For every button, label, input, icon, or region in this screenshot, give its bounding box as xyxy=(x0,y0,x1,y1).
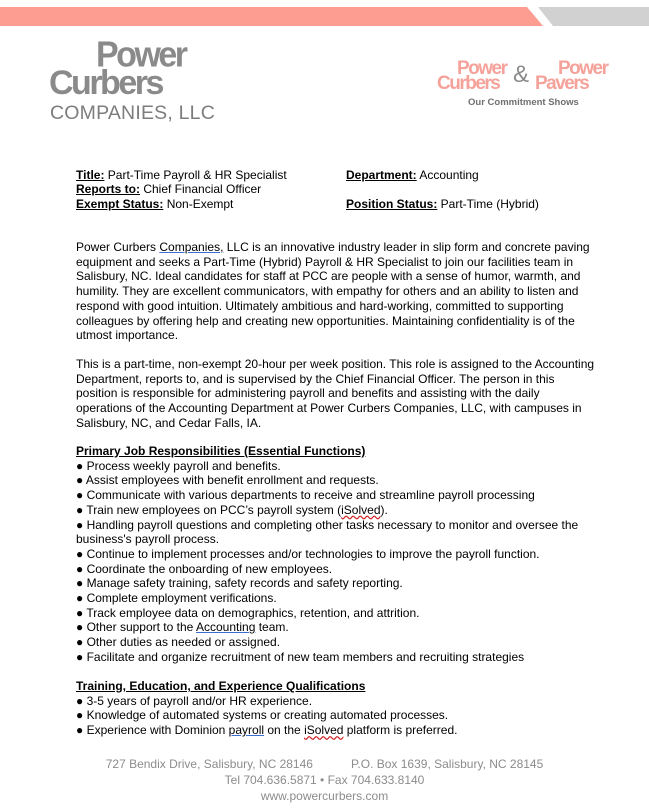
list-item-text: Experience with Dominion xyxy=(86,723,229,738)
footer-website-link[interactable]: www.powercurbers.com xyxy=(260,788,389,803)
list-item-text: Other support to the xyxy=(86,620,196,635)
logo-right-ampersand: & xyxy=(513,61,530,88)
list-item xyxy=(76,620,596,635)
responsibilities-list xyxy=(76,459,596,665)
intro-text: Power Curbers xyxy=(76,240,160,254)
list-item-text: Knowledge of automated systems or creating automated processes. xyxy=(86,708,449,723)
list-item-text: Complete employment verifications. xyxy=(86,591,277,606)
bullet-icon: ● xyxy=(76,473,84,488)
logo-right-pavers: Pavers xyxy=(535,73,589,94)
reports-to-field xyxy=(76,182,261,196)
list-item xyxy=(76,591,596,606)
list-item xyxy=(76,576,596,591)
spelling-flag-isolved: iSolved xyxy=(304,723,344,738)
header-color-bar xyxy=(0,0,649,30)
bullet-icon: ● xyxy=(76,620,84,635)
list-item-text: Train new employees on PCC’s payroll system ( xyxy=(86,502,342,517)
bullet-icon: ● xyxy=(76,693,84,708)
bullet-icon: ● xyxy=(76,708,84,723)
qualifications-heading: Training, Education, and Experience Qualifications xyxy=(76,679,366,693)
position-status-label: Position Status: xyxy=(346,197,438,211)
intro-paragraph-role: This is a part-time, non-exempt 20-hour per week position. This role is assigned to the Accounting Department, reports to, and is supervised by the Chief Financial Officer. The person in this position is responsible for administering payroll and benefits and assisting with the daily operations of the Accounting Department at Power Curbers Companies, LLC, with campuses in Salisbury, NC, and Cedar Falls, IA. xyxy=(76,357,595,430)
list-item-text-tail: platform is preferred. xyxy=(343,723,458,738)
job-title-field xyxy=(76,168,287,182)
header-bar-neutral xyxy=(538,7,649,26)
list-item xyxy=(76,547,596,562)
footer-phone-fax: Tel 704.636.5871 • Fax 704.633.8140 xyxy=(224,772,425,787)
list-item-text: Assist employees with benefit enrollment and requests. xyxy=(85,473,379,488)
list-item xyxy=(76,650,596,665)
spelling-flag-isolved: iSolved xyxy=(341,502,381,517)
responsibilities-heading: Primary Job Responsibilities (Essential Functions) xyxy=(76,444,366,458)
list-item-text: Coordinate the onboarding of new employees. xyxy=(86,561,333,576)
bullet-icon: ● xyxy=(76,561,84,576)
list-item-text-mid: on the xyxy=(264,723,305,738)
intro-paragraph-company xyxy=(76,240,596,343)
bullet-icon: ● xyxy=(76,605,84,620)
list-item xyxy=(76,503,596,518)
grammar-flag-companies: Companies, xyxy=(159,240,224,254)
logo-text-curbers: Curbers xyxy=(49,64,162,102)
header-bar-accent xyxy=(0,7,543,26)
list-item xyxy=(76,518,596,547)
list-item-text: Manage safety training, safety records and safety reporting. xyxy=(86,576,403,591)
list-item-text: Other duties as needed or assigned. xyxy=(86,635,281,650)
bullet-icon: ● xyxy=(76,576,84,591)
list-item-text: Continue to implement processes and/or technologies to improve the payroll function. xyxy=(86,546,540,561)
power-curbers-companies-logo xyxy=(48,35,218,125)
bullet-icon: ● xyxy=(76,517,84,532)
bullet-icon: ● xyxy=(76,649,84,664)
reports-to-value: Chief Financial Officer xyxy=(140,182,262,196)
responsibilities-section xyxy=(76,444,596,665)
list-item xyxy=(76,606,596,621)
exempt-status-field xyxy=(76,197,233,211)
list-item xyxy=(76,708,596,723)
job-title-value: Part-Time Payroll & HR Specialist xyxy=(104,168,287,182)
intro-text-cont: LLC is an innovative industry leader in slip form and concrete paving equipment and seeks a Part-Time (Hybrid) Payroll & HR Specialist to join our facilities team in Salisbury, NC. Ideal candidates for staff at PCC are people with a sense of humor, warmth, and humility. They are excellent communicators, with empathy for others and an ability to listen and respond with good intuition. Ultimately ambitious and hard-working, committed to supporting colleagues by offering help and creating new opportunities. Maintaining confidentiality is of the utmost importance. xyxy=(76,240,590,343)
list-item-text: Process weekly payroll and benefits. xyxy=(86,458,281,473)
job-title-label: Title: xyxy=(76,168,105,182)
list-item-text: Facilitate and organize recruitment of new team members and recruiting strategies xyxy=(86,649,525,664)
bullet-icon: ● xyxy=(76,488,84,503)
bullet-icon: ● xyxy=(76,591,84,606)
footer-street-address: 727 Bendix Drive, Salisbury, NC 28146 xyxy=(105,757,313,771)
list-item xyxy=(76,694,596,709)
bullet-icon: ● xyxy=(76,635,84,650)
bullet-icon: ● xyxy=(76,723,84,738)
footer-po-box: P.O. Box 1639, Salisbury, NC 28145 xyxy=(350,757,544,771)
list-item xyxy=(76,459,596,474)
list-item-text: Track employee data on demographics, retention, and attrition. xyxy=(86,605,420,620)
list-item-text-tail: ). xyxy=(380,502,388,517)
exempt-status-value: Non-Exempt xyxy=(163,197,234,211)
exempt-status-label: Exempt Status: xyxy=(76,197,164,211)
reports-to-label: Reports to: xyxy=(76,182,140,196)
bullet-icon: ● xyxy=(76,458,84,473)
grammar-flag-accounting: Accounting xyxy=(196,620,256,635)
qualifications-section xyxy=(76,679,596,738)
list-item xyxy=(76,635,596,650)
logo-text-power: Power xyxy=(96,35,186,75)
bullet-icon: ● xyxy=(76,546,84,561)
logo-right-power-2: Power xyxy=(558,58,608,79)
logo-tagline: Our Commitment Shows xyxy=(468,97,579,108)
department-field xyxy=(346,168,479,182)
list-item xyxy=(76,723,596,738)
position-status-value: Part-Time (Hybrid) xyxy=(437,197,539,211)
list-item-text: Communicate with various departments to receive and streamline payroll processing xyxy=(86,488,535,503)
logo-right-curbers: Curbers xyxy=(437,73,500,94)
list-item-text-tail: team. xyxy=(255,620,289,635)
department-value: Accounting xyxy=(416,168,479,182)
power-curbers-power-pavers-logo xyxy=(435,55,620,110)
bullet-icon: ● xyxy=(76,502,84,517)
page-footer xyxy=(0,757,649,804)
qualifications-list xyxy=(76,694,596,738)
list-item xyxy=(76,473,596,488)
grammar-flag-payroll: payroll xyxy=(228,723,265,738)
list-item-text: Handling payroll questions and completing other tasks necessary to monitor and oversee the business's payroll process. xyxy=(76,517,579,547)
list-item xyxy=(76,562,596,577)
list-item-text: 3-5 years of payroll and/or HR experience. xyxy=(86,693,313,708)
logo-right-power-1: Power xyxy=(457,58,507,79)
department-label: Department: xyxy=(346,168,417,182)
list-item xyxy=(76,488,596,503)
position-status-field xyxy=(346,197,539,211)
footer-address-line xyxy=(0,757,649,773)
logo-text-companies: COMPANIES, LLC xyxy=(50,102,215,124)
